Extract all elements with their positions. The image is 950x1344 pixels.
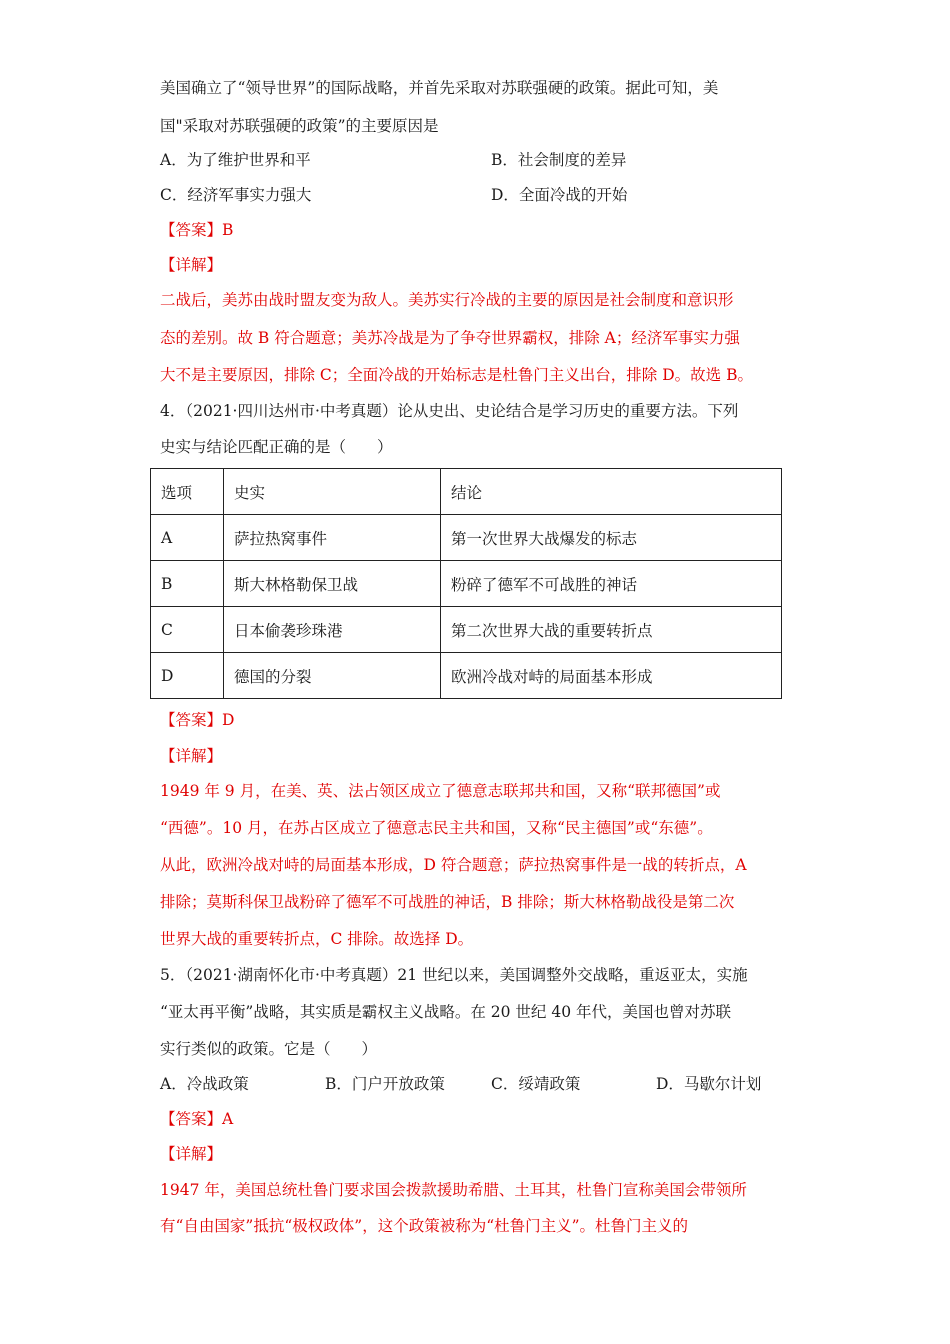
table-cell: 粉碎了德军不可战胜的神话 (441, 561, 782, 607)
q3-option-a: A．为了维护世界和平 (160, 151, 311, 169)
q3-explain-label: 【详解】 (160, 256, 223, 274)
q5-option-d: D．马歇尔计划 (656, 1075, 762, 1093)
table-header-cell: 史实 (224, 469, 441, 515)
table-cell: B (151, 561, 224, 607)
q5-answer: 【答案】A (160, 1110, 234, 1128)
table-cell: 德国的分裂 (224, 653, 441, 699)
table-cell: 第二次世界大战的重要转折点 (441, 607, 782, 653)
q5-stem-line1: 5．（2021·湖南怀化市·中考真题）21 世纪以来，美国调整外交战略，重返亚太，实施 (160, 966, 748, 984)
q3-option-c: C．经济军事实力强大 (160, 186, 312, 204)
q3-explain-line1: 二战后，美苏由战时盟友变为敌人。美苏实行冷战的主要的原因是社会制度和意识形 (160, 291, 734, 309)
q4-explain-line3: 从此，欧洲冷战对峙的局面基本形成，D 符合题意；萨拉热窝事件是一战的转折点，A (160, 856, 747, 874)
table-cell: 萨拉热窝事件 (224, 515, 441, 561)
table-row (151, 653, 782, 699)
table-cell: 第一次世界大战爆发的标志 (441, 515, 782, 561)
q3-answer: 【答案】B (160, 221, 234, 239)
q3-explain-line2: 态的差别。故 B 符合题意；美苏冷战是为了争夺世界霸权，排除 A；经济军事实力强 (160, 329, 740, 347)
q5-option-b: B．门户开放政策 (325, 1075, 445, 1093)
q5-explain-label: 【详解】 (160, 1145, 223, 1163)
table-cell: 斯大林格勒保卫战 (224, 561, 441, 607)
table-row (151, 607, 782, 653)
table-cell: C (151, 607, 224, 653)
q5-stem-line3: 实行类似的政策。它是（ ） (160, 1040, 378, 1058)
q5-stem-line2: “亚太再平衡”战略，其实质是霸权主义战略。在 20 世纪 40 年代，美国也曾对苏联 (160, 1003, 732, 1021)
q4-answer: 【答案】D (160, 711, 235, 729)
table-cell: A (151, 515, 224, 561)
q4-table (150, 468, 782, 699)
q5-option-a: A．冷战政策 (160, 1075, 249, 1093)
q5-explain-line1: 1947 年，美国总统杜鲁门要求国会拨款援助希腊、土耳其，杜鲁门宣称美国会带领所 (160, 1181, 747, 1199)
q5-option-c: C．绥靖政策 (491, 1075, 581, 1093)
q4-explain-line4: 排除；莫斯科保卫战粉碎了德军不可战胜的神话，B 排除；斯大林格勒战役是第二次 (160, 893, 735, 911)
q4-explain-line2: “西德”。10 月，在苏占区成立了德意志民主共和国，又称“民主德国”或“东德”。 (160, 819, 713, 837)
table-row (151, 515, 782, 561)
table-row (151, 561, 782, 607)
q3-stem-line1: 美国确立了“领导世界”的国际战略，并首先采取对苏联强硬的政策。据此可知，美 (160, 79, 719, 97)
table-header-cell: 结论 (441, 469, 782, 515)
table-header-row (151, 469, 782, 515)
q3-explain-line3: 大不是主要原因，排除 C；全面冷战的开始标志是杜鲁门主义出台，排除 D。故选 B。 (160, 366, 753, 384)
table-cell: D (151, 653, 224, 699)
q4-stem-line2: 史实与结论匹配正确的是（ ） (160, 438, 393, 456)
q5-explain-line2: 有“自由国家”抵抗“极权政体”，这个政策被称为“杜鲁门主义”。杜鲁门主义的 (160, 1217, 689, 1235)
table-header-cell: 选项 (151, 469, 224, 515)
q3-stem-line2: 国"采取对苏联强硬的政策”的主要原因是 (160, 117, 439, 135)
table-cell: 欧洲冷战对峙的局面基本形成 (441, 653, 782, 699)
q3-option-b: B．社会制度的差异 (491, 151, 627, 169)
q4-explain-line1: 1949 年 9 月，在美、英、法占领区成立了德意志联邦共和国，又称“联邦德国”或 (160, 782, 721, 800)
q4-stem-line1: 4．（2021·四川达州市·中考真题）论从史出、史论结合是学习历史的重要方法。下列 (160, 402, 739, 420)
table-cell: 日本偷袭珍珠港 (224, 607, 441, 653)
q4-explain-line5: 世界大战的重要转折点，C 排除。故选择 D。 (160, 930, 474, 948)
q4-explain-label: 【详解】 (160, 747, 223, 765)
q3-option-d: D．全面冷战的开始 (491, 186, 628, 204)
